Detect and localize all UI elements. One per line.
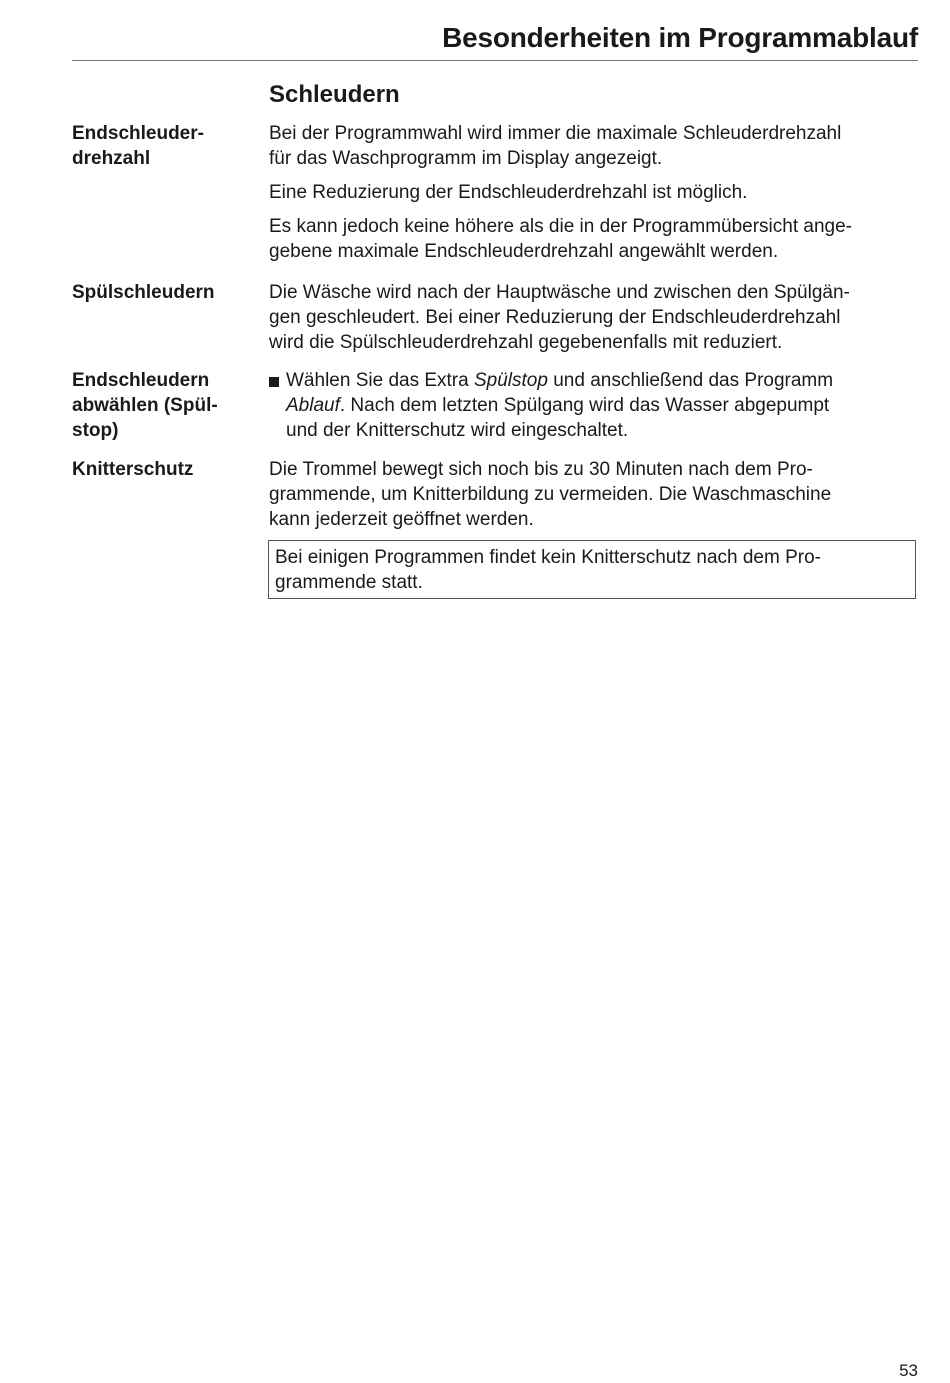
- paragraph: [269, 280, 919, 355]
- text-line: gen geschleudert. Bei einer Reduzierung der Endschleuderdrehzahl: [269, 307, 841, 328]
- label-line: Spülschleudern: [72, 282, 215, 303]
- paragraph: [269, 180, 919, 205]
- text-line: Bei einigen Programmen findet kein Knitterschutz nach dem Pro-: [275, 547, 821, 568]
- text-line: grammende, um Knitterbildung zu vermeiden. Die Waschmaschine: [269, 484, 832, 505]
- text-line: kann jederzeit geöffnet werden.: [269, 509, 534, 530]
- label-line: drehzahl: [72, 148, 151, 169]
- instruction-bullet: [269, 368, 919, 443]
- entry-label: [72, 280, 252, 305]
- text-line: Die Wäsche wird nach der Hauptwäsche und zwischen den Spülgän-: [269, 282, 850, 303]
- program-name: Ablauf: [286, 395, 340, 416]
- label-line: Endschleuder-: [72, 123, 204, 144]
- text-line: grammende statt.: [275, 572, 423, 593]
- label-line: stop): [72, 420, 119, 441]
- text-segment: und anschließend das Programm: [547, 370, 834, 391]
- square-bullet-icon: [269, 377, 279, 387]
- note-box: [268, 540, 916, 599]
- section-heading: Schleudern: [269, 81, 400, 108]
- text-line: [286, 368, 919, 393]
- entry-body: [269, 280, 919, 364]
- text-line: Die Trommel bewegt sich noch bis zu 30 Minuten nach dem Pro-: [269, 459, 813, 480]
- page-title: Besonderheiten im Programmablauf: [442, 22, 918, 53]
- text-line: wird die Spülschleuderdrehzahl gegebenenfalls mit reduziert.: [269, 332, 783, 353]
- paragraph: [269, 214, 919, 264]
- label-line: abwählen (Spül-: [72, 395, 218, 416]
- text-line: [286, 393, 919, 418]
- paragraph: [269, 457, 919, 532]
- text-line: Bei der Programmwahl wird immer die maximale Schleuderdrehzahl: [269, 123, 842, 144]
- entry-label: [72, 457, 252, 482]
- page-number: 53: [899, 1361, 918, 1380]
- label-line: Knitterschutz: [72, 459, 194, 480]
- paragraph: [269, 121, 919, 171]
- text-line: Es kann jedoch keine höhere als die in der Programmübersicht ange-: [269, 216, 852, 237]
- text-line: gebene maximale Endschleuderdrehzahl angewählt werden.: [269, 241, 779, 262]
- text-line: für das Waschprogramm im Display angezeigt.: [269, 148, 663, 169]
- text-segment: . Nach dem letzten Spülgang wird das Wasser abgepumpt: [339, 395, 830, 416]
- entry-label: [72, 121, 252, 171]
- label-line: Endschleudern: [72, 370, 210, 391]
- text-segment: Wählen Sie das Extra: [286, 370, 474, 391]
- entry-body: [269, 368, 919, 443]
- text-line: und der Knitterschutz wird eingeschaltet.: [286, 420, 629, 441]
- text-line: Eine Reduzierung der Endschleuderdrehzahl ist möglich.: [269, 182, 748, 203]
- entry-label: [72, 368, 252, 443]
- entry-body: [269, 121, 919, 273]
- header-divider: [72, 60, 918, 61]
- entry-body: [269, 457, 919, 541]
- extra-name: Spülstop: [473, 370, 548, 391]
